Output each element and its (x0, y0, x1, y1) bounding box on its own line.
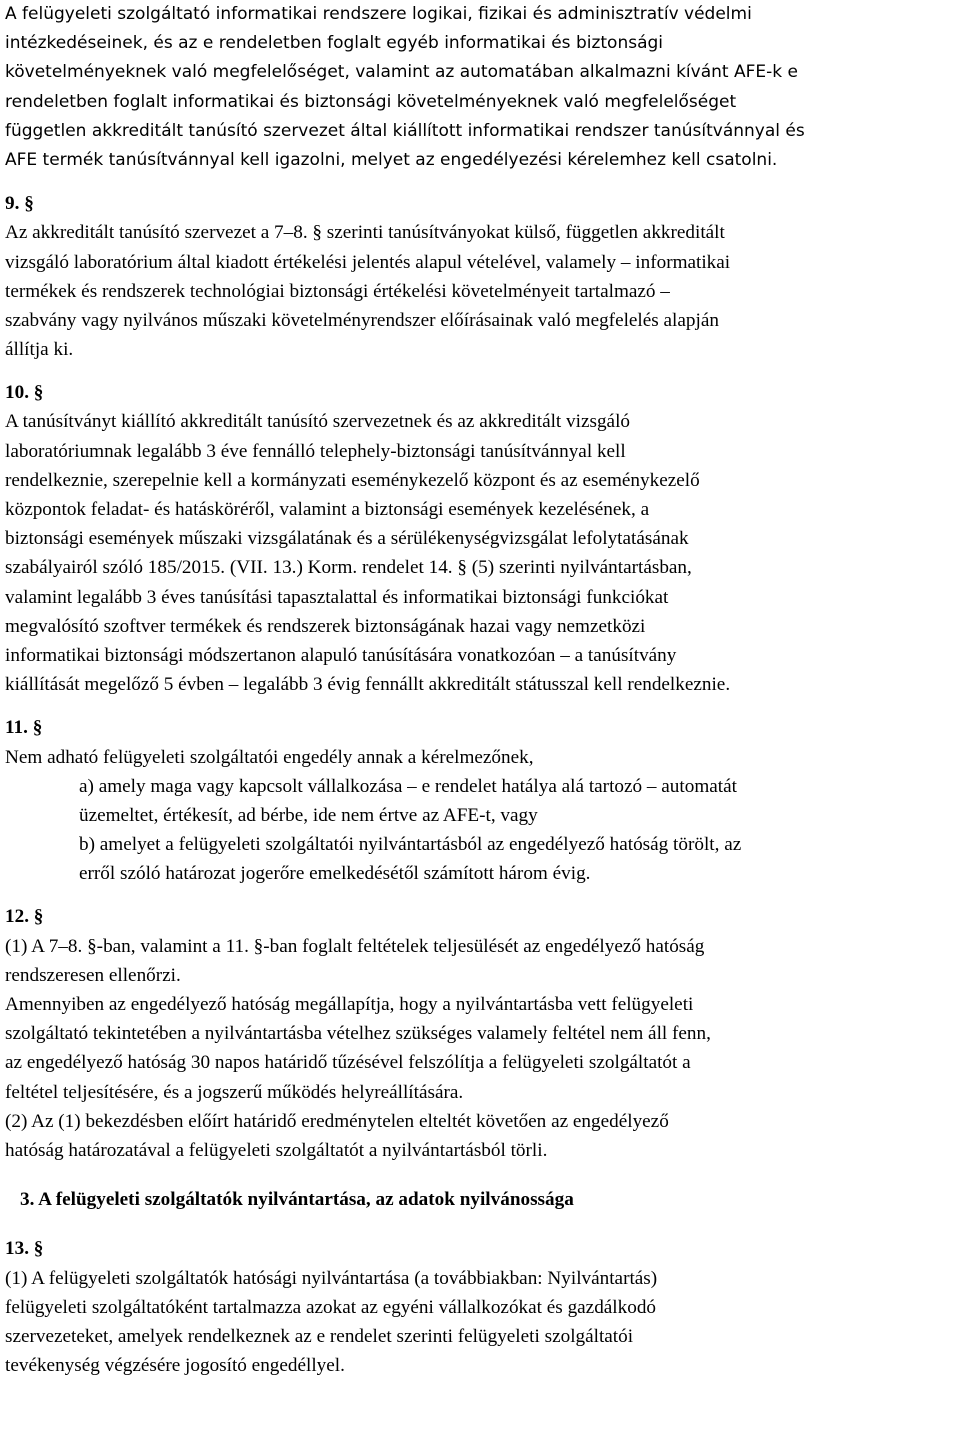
text-line: biztonsági események műszaki vizsgálatának és a sérülékenységvizsgálat lefolytatásának (5, 528, 689, 550)
text-line: intézkedéseinek, és az e rendeletben foglalt egyéb informatikai és biztonsági (5, 33, 664, 54)
list-item: üzemeltet, értékesít, ad bérbe, ide nem értve az AFE-t, vagy (79, 804, 538, 826)
text-line: AFE termék tanúsítvánnyal kell igazolni, melyet az engedélyezési kérelemhez kell csatolni. (5, 149, 778, 170)
section-9 (5, 189, 955, 364)
section-heading: 11. § (5, 717, 43, 739)
text-line: A tanúsítványt kiállító akkreditált tanúsító szervezetnek és az akkreditált vizsgáló (5, 411, 630, 433)
text-line: szervezeteket, amelyek rendelkeznek az e rendelet szerinti felügyeleti szolgáltatói (5, 1325, 634, 1347)
text-line: vizsgáló laboratórium által kiadott értékelési jelentés alapul vételével, valamely – informatikai (5, 251, 731, 273)
section-13 (5, 1234, 955, 1380)
text-line: Nem adható felügyeleti szolgáltatói engedély annak a kérelmezőnek, (5, 746, 534, 768)
text-line: feltétel teljesítésére, és a jogszerű működés helyreállítására. (5, 1081, 464, 1103)
section-heading: 13. § (5, 1238, 44, 1260)
section-heading: 10. § (5, 382, 44, 404)
text-line: Amennyiben az engedélyező hatóság megállapítja, hogy a nyilvántartásba vett felügyeleti (5, 994, 694, 1015)
text-line: felügyeleti szolgáltatóként tartalmazza azokat az egyéni vállalkozókat és gazdálkodó (5, 1296, 657, 1318)
intro-paragraph (5, 0, 955, 175)
text-line: szabvány vagy nyilvános műszaki követelményrendszer előírásainak való megfelelés alapján (5, 309, 719, 331)
text-line: (1) A felügyeleti szolgáltatók hatósági nyilvántartása (a továbbiakban: Nyilvántartás) (5, 1267, 658, 1289)
text-line: állítja ki. (5, 339, 74, 361)
document-page (5, 0, 955, 1380)
text-line: tevékenység végzésére jogosító engedéllyel. (5, 1355, 345, 1377)
text-line: Az akkreditált tanúsító szervezet a 7–8. § szerinti tanúsítványokat külső, független akkreditált (5, 222, 725, 244)
list-item: b) amelyet a felügyeleti szolgáltatói nyilvántartásból az engedélyező hatóság törölt, az (79, 834, 742, 856)
text-line: központok feladat- és hatásköréről, valamint a biztonsági események kezelésének, a (5, 499, 650, 520)
text-line: valamint legalább 3 éves tanúsítási tapasztalattal és informatikai biztonsági funkciókat (5, 586, 669, 608)
section-heading: 9. § (5, 193, 34, 215)
text-line: megvalósító szoftver termékek és rendszerek biztonságának hazai vagy nemzetközi (5, 615, 646, 637)
text-line: informatikai biztonsági módszertanon alapuló tanúsítására vonatkozóan – a tanúsítvány (5, 644, 677, 666)
section-11 (5, 713, 955, 888)
section-12 (5, 902, 955, 1165)
text-line: követelményeknek való megfelelőséget, valamint az automatában alkalmazni kívánt AFE-k e (5, 62, 798, 83)
text-line: (2) Az (1) bekezdésben előírt határidő eredménytelen elteltét követően az engedélyező (5, 1110, 669, 1132)
text-line: laboratóriumnak legalább 3 éve fennálló telephely-biztonsági tanúsítvánnyal kell (5, 440, 626, 462)
list-item: a) amely maga vagy kapcsolt vállalkozása – e rendelet hatálya alá tartozó – automatát (79, 775, 737, 797)
text-line: hatóság határozatával a felügyeleti szolgáltatót a nyilvántartásból törli. (5, 1139, 548, 1161)
text-line: A felügyeleti szolgáltató informatikai rendszere logikai, fizikai és adminisztratív védelmi (5, 4, 752, 24)
section-heading: 12. § (5, 906, 44, 928)
text-line: rendszeresen ellenőrzi. (5, 964, 181, 986)
text-line: (1) A 7–8. §-ban, valamint a 11. §-ban foglalt feltételek teljesülését az engedélyező hatóság (5, 935, 705, 957)
text-line: az engedélyező hatóság 30 napos határidő tűzésével felszólítja a felügyeleti szolgáltatót a (5, 1052, 691, 1074)
list-item: erről szóló határozat jogerőre emelkedésétől számított három évig. (79, 863, 591, 885)
chapter-title: 3. A felügyeleti szolgáltatók nyilvántartása, az adatok nyilvánossága (20, 1189, 574, 1211)
text-line: kiállítását megelőző 5 évben – legalább 3 évig fennállt akkreditált státusszal kell rendelkeznie. (5, 674, 731, 696)
section-10 (5, 378, 955, 699)
text-line: szabályairól szóló 185/2015. (VII. 13.) Korm. rendelet 14. § (5) szerinti nyilvántartásban, (5, 557, 692, 579)
text-line: rendelkeznie, szerepelnie kell a kormányzati eseménykezelő központ és az eseménykezelő (5, 469, 700, 491)
text-line: termékek és rendszerek technológiai biztonsági értékelési követelményeit tartalmazó – (5, 280, 670, 302)
text-line: független akkreditált tanúsító szervezet által kiállított informatikai rendszer tanúsítvánnyal és (5, 120, 805, 141)
text-line: rendeletben foglalt informatikai és biztonsági követelményeknek való megfelelőséget (5, 91, 737, 112)
text-line: szolgáltató tekintetében a nyilvántartásba vételhez szükséges valamely feltétel nem áll fenn, (5, 1023, 711, 1045)
